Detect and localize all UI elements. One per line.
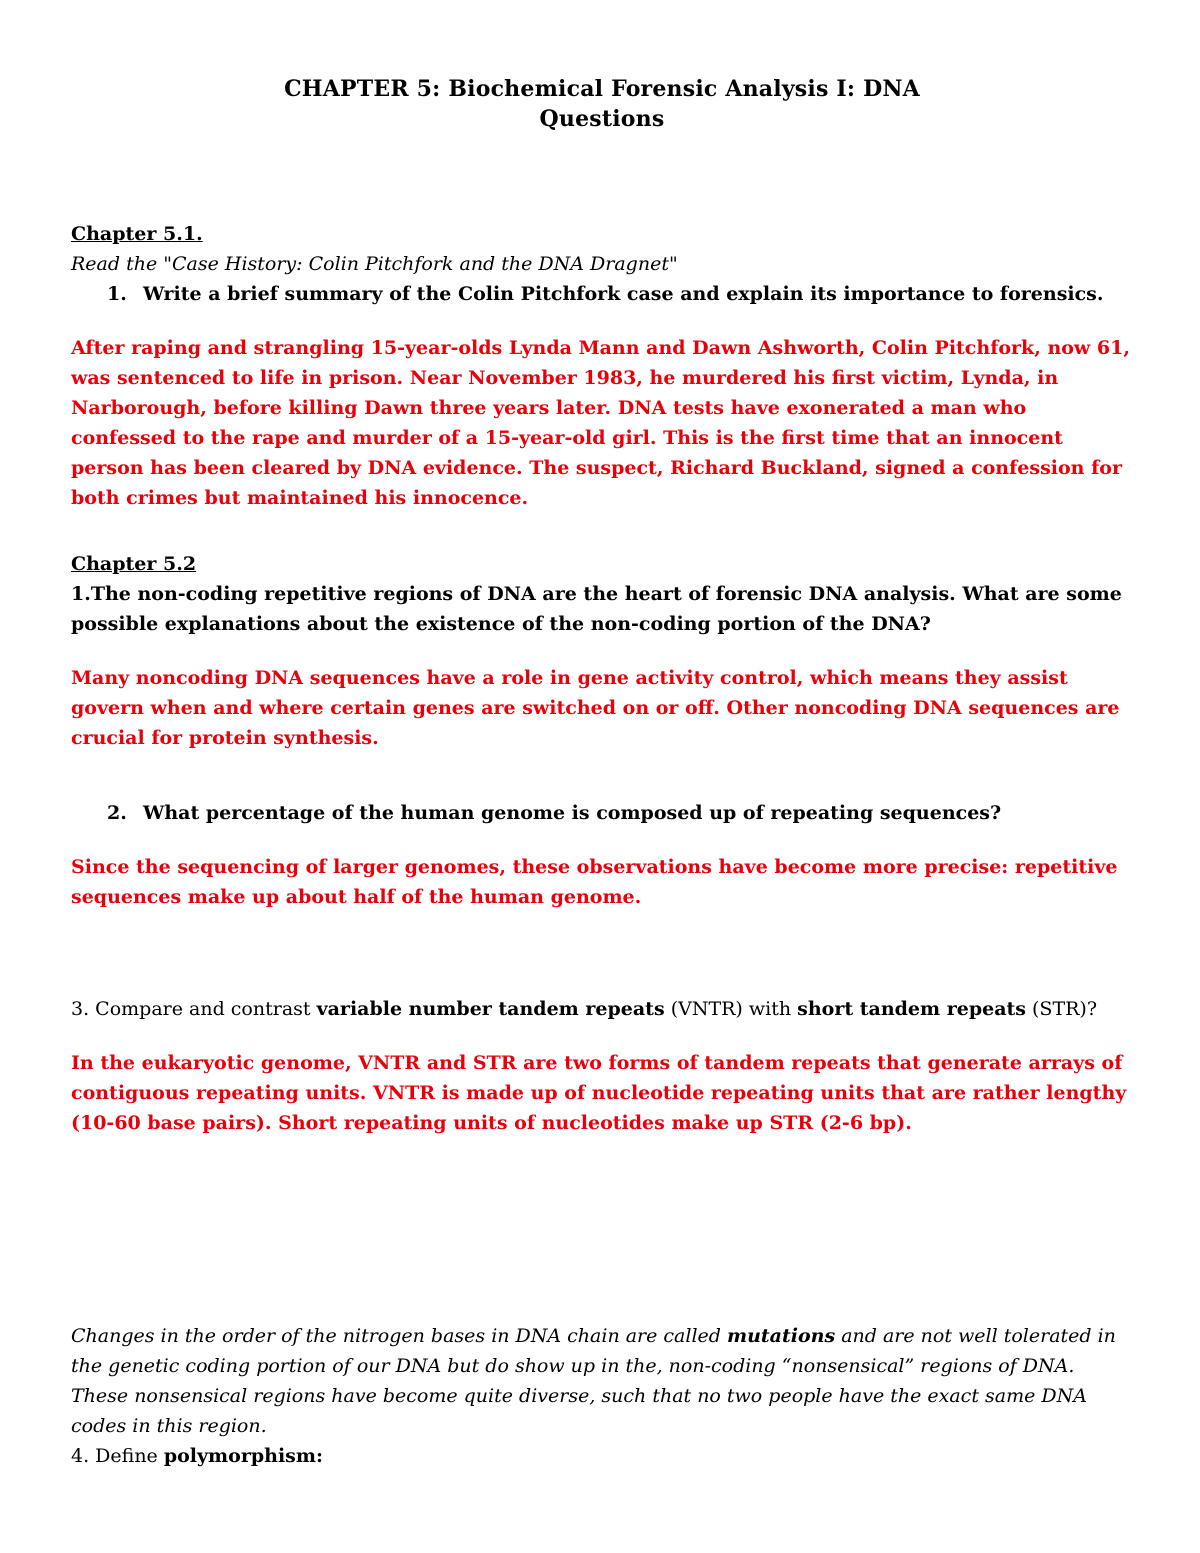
question-5-2-1: 1.The non-coding repetitive regions of DNA are the heart of forensic DNA analysis. What are some possible explanations about the existence of the non-coding portion of the DNA?: [71, 583, 1122, 635]
answer-5-2-1: Many noncoding DNA sequences have a role in gene activity control, which means they assist govern when and where certain genes are switched on or off. Other noncoding DNA sequences are crucial for protein synthesis.: [71, 667, 1120, 749]
term-vntr: variable number tandem repeats: [316, 998, 665, 1020]
answer-5-2-3: In the eukaryotic genome, VNTR and STR are two forms of tandem repeats that generate arrays of contiguous repeating units. VNTR is made up of nucleotide repeating units that are rather lengthy (10-60 base pairs). Short repeating units of nucleotides make up STR (2-6 bp).: [71, 1052, 1127, 1134]
title-line-1: CHAPTER 5: Biochemical Forensic Analysis I: DNA: [284, 76, 920, 102]
question-text-part: 4. Define: [71, 1445, 164, 1467]
mutations-paragraph: [71, 1321, 1133, 1441]
section-heading-5-1: Chapter 5.1.: [71, 223, 203, 245]
question-block-2: [71, 798, 1133, 912]
question-text: Write a brief summary of the Colin Pitchfork case and explain its importance to forensics.: [143, 283, 1104, 305]
section-5-2: [71, 549, 1133, 753]
term-mutations: mutations: [726, 1325, 836, 1347]
section-heading-5-2: Chapter 5.2: [71, 553, 197, 575]
question-5-2-3: [71, 994, 1133, 1024]
term-str: short tandem repeats: [797, 998, 1026, 1020]
paragraph-text-part: and are not well tolerated in the genetic coding portion of our DNA but do show up in the, non-coding “nonsensical” regions of DNA. These nonsensical regions have become quite diverse, such that no two people have the exact same DNA codes in this region.: [71, 1325, 1116, 1437]
question-text-part: 3. Compare and contrast: [71, 998, 317, 1020]
answer-5-2-2: Since the sequencing of larger genomes, these observations have become more precise: repetitive sequences make up about half of the human genome.: [71, 856, 1118, 908]
document-title: [71, 74, 1133, 134]
mutations-block: [71, 1321, 1133, 1471]
question-5-1-1: [71, 279, 1133, 309]
question-number: 1.: [107, 283, 127, 305]
question-number: 2.: [107, 802, 127, 824]
answer-5-1-1: After raping and strangling 15-year-olds Lynda Mann and Dawn Ashworth, Colin Pitchfork, now 61, was sentenced to life in prison. Near November 1983, he murdered his first victim, Lynda, in Narborough, before killing Dawn three years later. DNA tests have exonerated a man who confessed to the rape and murder of a 15-year-old girl. This is the first time that an innocent person has been cleared by DNA evidence. The suspect, Richard Buckland, signed a confession for both crimes but maintained his innocence.: [71, 337, 1130, 509]
question-block-3: [71, 994, 1133, 1138]
title-line-2: Questions: [539, 106, 665, 132]
question-text-part: (STR)?: [1025, 998, 1098, 1020]
term-polymorphism: polymorphism:: [163, 1445, 323, 1467]
question-text: What percentage of the human genome is composed up of repeating sequences?: [143, 802, 1002, 824]
reading-instruction: Read the "Case History: Colin Pitchfork and the DNA Dragnet": [71, 253, 678, 275]
section-5-1: [71, 219, 1133, 513]
question-text-part: (VNTR) with: [664, 998, 798, 1020]
paragraph-text-part: Changes in the order of the nitrogen bases in DNA chain are called: [71, 1325, 727, 1347]
question-4: [71, 1441, 1133, 1471]
question-5-2-2: [71, 798, 1133, 828]
